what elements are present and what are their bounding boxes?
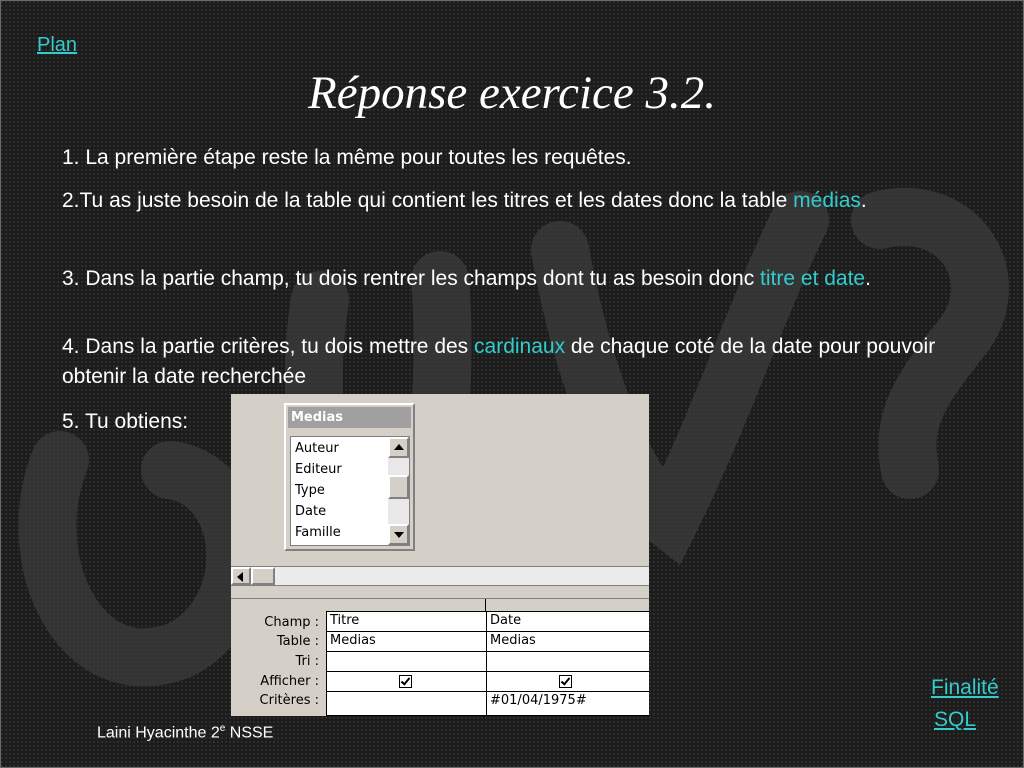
medias-field-list[interactable]: [284, 403, 415, 551]
field-item[interactable]: Famille: [295, 525, 341, 540]
cell-tri-col1[interactable]: [326, 652, 486, 672]
step-5-text: 5. Tu obtiens:: [62, 410, 189, 433]
footer-name: Laini Hyacinthe 2: [97, 724, 220, 742]
table-pane: [231, 394, 649, 566]
row-label-table: Table :: [276, 634, 319, 649]
row-label-criteres: Critères :: [259, 693, 319, 708]
query-grid: [231, 599, 649, 716]
field-list-scrollbar[interactable]: [388, 437, 409, 545]
column-divider: [485, 599, 486, 611]
step-4-end: de chaque coté de la date pour pouvoir obtenir la date recherchée: [62, 335, 936, 388]
footer-rest: NSSE: [225, 724, 274, 742]
finalite-link[interactable]: Finalité: [931, 676, 999, 699]
horizontal-scroll-thumb[interactable]: [251, 567, 275, 585]
cell-afficher-col1[interactable]: [326, 672, 486, 692]
cell-table-col2[interactable]: Medias: [486, 632, 649, 652]
step-4-highlight: cardinaux: [474, 335, 566, 358]
column-selector-bar: [326, 599, 649, 612]
field-item[interactable]: Type: [295, 483, 325, 498]
pane-splitter[interactable]: [231, 586, 649, 599]
row-label-afficher: Afficher :: [260, 674, 319, 689]
sql-link[interactable]: SQL: [934, 708, 977, 731]
scroll-left-button[interactable]: [231, 567, 251, 585]
step-2-highlight: médias: [793, 189, 861, 212]
horizontal-scrollbar[interactable]: [231, 566, 649, 586]
step-3: [62, 264, 942, 294]
show-checkbox-col2[interactable]: [559, 675, 572, 688]
cell-criteres-col2[interactable]: #01/04/1975#: [486, 692, 649, 716]
row-label-champ: Champ :: [264, 615, 319, 630]
field-item[interactable]: Date: [295, 504, 327, 519]
step-2-text: 2.Tu as juste besoin de la table qui contient les titres et les dates donc la table: [62, 189, 794, 212]
step-4-text: 4. Dans la partie critères, tu dois mettre des: [62, 335, 475, 358]
scroll-down-button[interactable]: [388, 524, 409, 545]
author-footer: [97, 723, 273, 742]
scroll-up-button[interactable]: [388, 437, 409, 458]
step-2: [62, 186, 942, 216]
step-3-text: 3. Dans la partie champ, tu dois rentrer les champs dont tu as besoin donc: [62, 267, 761, 290]
field-item[interactable]: Auteur: [295, 441, 339, 456]
step-2-end: .: [860, 189, 867, 212]
scroll-thumb[interactable]: [388, 475, 409, 499]
step-3-highlight: titre et date: [760, 267, 866, 290]
field-list-title: Medias: [288, 407, 411, 428]
cell-table-col1[interactable]: Medias: [326, 632, 486, 652]
cell-champ-col2[interactable]: Date: [486, 612, 649, 632]
step-1-text: 1. La première étape reste la même pour toutes les requêtes.: [62, 146, 632, 169]
show-checkbox-col1[interactable]: [399, 675, 412, 688]
slide-title: Réponse exercice 3.2.: [308, 67, 716, 119]
step-4: [62, 332, 942, 392]
query-design-screenshot: [231, 394, 649, 716]
cell-champ-col1[interactable]: Titre: [326, 612, 486, 632]
step-1: [62, 143, 942, 173]
arrow-left-icon: [237, 572, 243, 582]
cell-tri-col2[interactable]: [486, 652, 649, 672]
footer-sup: e: [219, 723, 226, 734]
field-item[interactable]: Editeur: [295, 462, 342, 477]
arrow-up-icon: [394, 444, 404, 450]
plan-link[interactable]: Plan: [37, 34, 78, 56]
cell-criteres-col1[interactable]: [326, 692, 486, 716]
step-3-end: .: [865, 267, 871, 290]
arrow-down-icon: [394, 532, 404, 538]
row-label-tri: Tri :: [295, 654, 319, 669]
cell-afficher-col2[interactable]: [486, 672, 649, 692]
field-list-box: [290, 436, 410, 546]
